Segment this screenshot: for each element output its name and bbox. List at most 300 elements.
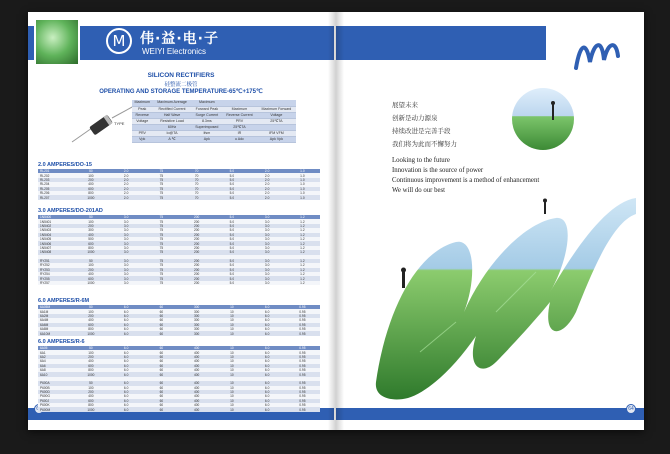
table-cell: 0.95 (285, 359, 320, 363)
table-cell: 10 (214, 323, 249, 327)
table-cell: 200 (179, 281, 214, 285)
table-cell: 200 (179, 224, 214, 228)
table-cell: 2.0 (109, 191, 144, 195)
table-cell: 1.0 (285, 173, 320, 177)
table-cell: RL204 (38, 182, 73, 186)
table-cell: 300 (179, 318, 214, 322)
table-cell: 75 (144, 281, 179, 285)
table-cell: 1.0 (285, 187, 320, 191)
table-cell: 60 (144, 372, 179, 376)
table-cell: P600G (38, 394, 73, 398)
table-cell: 400 (73, 359, 108, 363)
spec-cell: Maximum (192, 100, 223, 106)
table-cell: 0.95 (285, 323, 320, 327)
table-cell: 6.0 (250, 327, 285, 331)
table-cell: 6A6M (38, 323, 73, 327)
table-row (38, 281, 320, 285)
slogan-en-4: We will do our best (392, 187, 446, 194)
table-cell: 6.0 (109, 407, 144, 411)
spec-header-table (132, 100, 296, 143)
table-cell: 6.0 (250, 318, 285, 322)
table-cell: 10 (214, 305, 249, 309)
table-cell: 3.0 (250, 276, 285, 280)
table-cell: 1.0 (285, 195, 320, 199)
table-cell: 10 (214, 368, 249, 372)
table-cell: 6.0 (250, 394, 285, 398)
spec-cell: IFM VFM (257, 130, 296, 136)
table-cell: 10 (214, 386, 249, 390)
table-cell: 100 (73, 219, 108, 223)
table-cell: 3.0 (250, 228, 285, 232)
table-cell: 60 (144, 350, 179, 354)
table-cell: 200 (179, 250, 214, 254)
table-cell: 60 (144, 390, 179, 394)
table-cell: 400 (73, 394, 108, 398)
section-table (38, 346, 320, 412)
table-cell: 75 (144, 246, 179, 250)
table-cell: 3.0 (109, 215, 144, 219)
slogan-cn-4: 我们将为此而不懈努力 (392, 140, 457, 148)
table-cell: P600M (38, 407, 73, 411)
table-cell: 1.2 (285, 237, 320, 241)
table-cell: 3.0 (250, 233, 285, 237)
table-cell: 0.95 (285, 364, 320, 368)
table-cell: 5.0 (214, 241, 249, 245)
table-cell: 60 (144, 399, 179, 403)
table-cell: 200 (179, 241, 214, 245)
table-cell: 3.0 (250, 224, 285, 228)
table-cell: 1000 (73, 372, 108, 376)
table-cell: 6.0 (109, 350, 144, 354)
table-cell: 10 (214, 327, 249, 331)
table-cell: 5.0 (214, 182, 249, 186)
table-cell: 200 (179, 276, 214, 280)
table-cell: 10 (214, 394, 249, 398)
table-cell: 1.2 (285, 268, 320, 272)
table-cell: 200 (179, 272, 214, 276)
spec-cell: Peak (132, 106, 153, 112)
table-cell: 70 (179, 169, 214, 173)
table-cell: 400 (73, 233, 108, 237)
table-cell: 100 (73, 263, 108, 267)
table-cell: 75 (144, 178, 179, 182)
page-title-cn: 硅整流二极管 (164, 82, 198, 88)
table-cell: 200 (73, 178, 108, 182)
table-cell: 3.0 (250, 241, 285, 245)
table-cell: 10 (214, 355, 249, 359)
spec-cell: Rectified Current (153, 106, 192, 112)
spec-cell: 8.3ms (192, 118, 223, 124)
table-cell: 200 (73, 314, 108, 318)
table-cell: 100 (73, 309, 108, 313)
table-cell: 60 (144, 368, 179, 372)
table-cell: 3.0 (109, 219, 144, 223)
slogan-cn-1: 展望未来 (392, 101, 418, 109)
spec-cell: u Adc (222, 136, 257, 142)
footer-band-right (336, 408, 644, 420)
table-cell: 6.0 (109, 331, 144, 335)
table-cell: 800 (73, 327, 108, 331)
table-cell: 75 (144, 169, 179, 173)
table-cell: 6.0 (109, 381, 144, 385)
table-cell: 6.0 (250, 364, 285, 368)
table-cell: 1N5402 (38, 224, 73, 228)
spec-cell: Superimposed (192, 124, 223, 130)
table-cell: 3.0 (109, 250, 144, 254)
table-cell: 10 (214, 309, 249, 313)
table-cell: 6.0 (109, 394, 144, 398)
spec-cell: Half Wave (153, 112, 192, 118)
table-cell: 60 (144, 309, 179, 313)
table-cell: 3.0 (250, 250, 285, 254)
table-cell: 0.95 (285, 394, 320, 398)
page-number-right: 64 (626, 404, 636, 414)
table-cell: 70 (179, 173, 214, 177)
slogan-cn-3: 持续改进是完善手段 (392, 127, 451, 135)
table-cell: 200 (179, 268, 214, 272)
brand-logo (82, 18, 262, 66)
table-cell: 200 (179, 246, 214, 250)
table-cell: 0.95 (285, 372, 320, 376)
table-cell: 1.0 (285, 169, 320, 173)
table-cell: 3.0 (109, 233, 144, 237)
section-title: 6.0 AMPERES/R-6M (38, 298, 90, 304)
table-cell: 200 (179, 263, 214, 267)
table-cell: 300 (179, 323, 214, 327)
table-cell: 6.0 (109, 399, 144, 403)
table-cell: 300 (73, 228, 108, 232)
table-cell: 3.0 (109, 237, 144, 241)
section-title: 3.0 AMPERES/DO-201AD (38, 208, 103, 214)
table-cell: 3.0 (250, 268, 285, 272)
table-cell: 400 (179, 386, 214, 390)
table-cell: 5.0 (214, 268, 249, 272)
table-cell: 400 (179, 399, 214, 403)
table-cell: 6A1 (38, 350, 73, 354)
brand-mark-large-icon (572, 34, 622, 74)
table-cell: 60 (144, 359, 179, 363)
table-cell: 10 (214, 314, 249, 318)
table-cell: 600 (73, 241, 108, 245)
table-cell: 6.0 (109, 364, 144, 368)
table-cell: 6.0 (250, 350, 285, 354)
table-cell: 1.2 (285, 215, 320, 219)
table-cell: P600B (38, 386, 73, 390)
table-cell: 75 (144, 187, 179, 191)
brand-cn-name: 伟·益·电·子 (140, 31, 219, 47)
table-cell: 60 (144, 364, 179, 368)
table-cell: 6.0 (109, 355, 144, 359)
table-cell: 2.0 (109, 169, 144, 173)
table-cell: 800 (73, 191, 108, 195)
table-cell: 400 (179, 359, 214, 363)
table-cell: 75 (144, 219, 179, 223)
table-cell: 75 (144, 182, 179, 186)
table-cell: 6A8M (38, 327, 73, 331)
page-subtitle: OPERATING AND STORAGE TEMPERATURE-65℃+175℃ (99, 89, 263, 95)
table-cell: 2.0 (109, 178, 144, 182)
table-cell: 3.0 (109, 276, 144, 280)
table-cell: 6.0 (109, 305, 144, 309)
table-cell: 0.95 (285, 381, 320, 385)
table-cell: 1.2 (285, 272, 320, 276)
table-cell: 60 (144, 403, 179, 407)
table-cell: 6A8 (38, 368, 73, 372)
table-cell: 6.0 (109, 314, 144, 318)
table-cell: 2.0 (109, 187, 144, 191)
table-cell: 50 (73, 259, 108, 263)
table-cell: 6A4M (38, 318, 73, 322)
table-cell: 3.0 (109, 259, 144, 263)
table-cell: RY252 (38, 263, 73, 267)
table-cell: 75 (144, 259, 179, 263)
section-table (38, 305, 320, 336)
table-cell: 0.95 (285, 399, 320, 403)
table-cell: 6.0 (109, 318, 144, 322)
table-cell: 6.0 (250, 390, 285, 394)
table-cell: 75 (144, 250, 179, 254)
table-cell: 60 (144, 323, 179, 327)
table-cell: 70 (179, 195, 214, 199)
table-cell: 200 (73, 355, 108, 359)
table-cell: 3.0 (109, 241, 144, 245)
spec-cell: Apk Vpk (257, 136, 296, 142)
table-cell: 0.95 (285, 355, 320, 359)
table-cell: 600 (73, 323, 108, 327)
table-cell: 3.0 (109, 224, 144, 228)
table-cell: 6.0 (109, 309, 144, 313)
table-cell: 70 (179, 187, 214, 191)
table-cell: 300 (179, 309, 214, 313)
table-cell: 1.0 (285, 191, 320, 195)
swoosh-graphic (336, 162, 644, 402)
spec-cell: Ifsm (192, 130, 223, 136)
table-cell: 200 (73, 224, 108, 228)
table-cell: 6.0 (109, 327, 144, 331)
table-cell: 60 (144, 331, 179, 335)
table-cell: 1.2 (285, 259, 320, 263)
table-cell: P600J (38, 399, 73, 403)
table-row (38, 407, 320, 411)
table-cell: 0.95 (285, 390, 320, 394)
table-cell: 800 (73, 403, 108, 407)
section-table (38, 169, 320, 200)
table-cell: 75 (144, 195, 179, 199)
table-cell: 1.2 (285, 219, 320, 223)
table-cell: RY257 (38, 281, 73, 285)
table-cell: 5.0 (214, 259, 249, 263)
table-cell: 3.0 (250, 272, 285, 276)
table-cell: 200 (73, 390, 108, 394)
section-table (38, 215, 320, 285)
table-cell: 6.0 (250, 368, 285, 372)
table-row (38, 331, 320, 335)
table-cell: 6A1M (38, 309, 73, 313)
spec-cell: Voltage (257, 112, 296, 118)
table-cell: 0.95 (285, 368, 320, 372)
table-cell: 5.0 (214, 281, 249, 285)
table-cell: 2.0 (250, 195, 285, 199)
table-cell: 2.0 (109, 195, 144, 199)
table-cell: 1.2 (285, 233, 320, 237)
table-cell: 1N5408 (38, 250, 73, 254)
slogan-en-2: Innovation is the source of power (392, 167, 484, 174)
table-cell: 2.0 (250, 191, 285, 195)
table-cell: 100 (73, 173, 108, 177)
table-cell: 50 (73, 381, 108, 385)
table-cell: 75 (144, 241, 179, 245)
table-cell: 5.0 (214, 187, 249, 191)
table-cell: 70 (179, 182, 214, 186)
slogan-en-3: Continuous improvement is a method of enhancement (392, 177, 540, 184)
table-cell: 6.0 (250, 359, 285, 363)
table-cell: 600 (73, 187, 108, 191)
table-cell: 10 (214, 331, 249, 335)
table-cell: 3.0 (109, 272, 144, 276)
spec-cell: Maximum Forward (257, 106, 296, 112)
table-cell: 6.0 (250, 346, 285, 350)
table-cell: 200 (179, 215, 214, 219)
table-cell: 75 (144, 215, 179, 219)
table-cell: 400 (179, 350, 214, 354)
table-cell: 6A2 (38, 355, 73, 359)
table-cell: P600D (38, 390, 73, 394)
left-page (28, 12, 334, 430)
table-cell: 60 (144, 327, 179, 331)
table-cell: 0.95 (285, 386, 320, 390)
spec-cell: Forward Peak (192, 106, 223, 112)
table-cell: 5.0 (214, 237, 249, 241)
table-cell: 200 (179, 228, 214, 232)
table-cell: 1.2 (285, 276, 320, 280)
table-cell: 0.95 (285, 309, 320, 313)
table-cell: 3.0 (109, 263, 144, 267)
table-cell: 0.95 (285, 327, 320, 331)
table-cell: 6A6 (38, 364, 73, 368)
diode-icon (68, 102, 138, 148)
table-cell: 5.0 (214, 272, 249, 276)
table-cell: 10 (214, 372, 249, 376)
table-cell: 1000 (73, 281, 108, 285)
table-cell: 5.0 (214, 178, 249, 182)
table-cell: 200 (179, 233, 214, 237)
table-cell: 3.0 (250, 263, 285, 267)
table-cell: 6A4 (38, 359, 73, 363)
table-cell: P600K (38, 403, 73, 407)
slogan-cn-2: 创新是动力源泉 (392, 114, 438, 122)
section-title: 6.0 AMPERES/R-6 (38, 339, 85, 345)
spec-cell: 25℃TA (257, 118, 296, 124)
table-cell: 0.95 (285, 331, 320, 335)
table-cell: 75 (144, 272, 179, 276)
table-cell: 6.0 (109, 359, 144, 363)
table-cell: 400 (179, 390, 214, 394)
table-cell: 1.2 (285, 246, 320, 250)
table-cell: 600 (73, 399, 108, 403)
spec-cell: Maximum Average (153, 100, 192, 106)
table-cell: 50 (73, 215, 108, 219)
table-cell: 0.95 (285, 407, 320, 411)
table-cell: 6.0 (250, 399, 285, 403)
table-cell: 6.0 (250, 381, 285, 385)
table-cell: 2.0 (250, 182, 285, 186)
table-cell: 6.0 (250, 407, 285, 411)
table-cell: 5.0 (214, 169, 249, 173)
table-cell: 1.2 (285, 228, 320, 232)
table-cell: 10 (214, 381, 249, 385)
table-cell: 10 (214, 390, 249, 394)
table-cell: 400 (179, 381, 214, 385)
table-cell: 60 (144, 381, 179, 385)
table-cell: 10 (214, 403, 249, 407)
table-cell: 5.0 (214, 215, 249, 219)
table-cell: 3.0 (109, 281, 144, 285)
table-cell: 1N5406 (38, 241, 73, 245)
table-cell: 400 (179, 394, 214, 398)
table-cell: 400 (179, 364, 214, 368)
table-cell: 60 (144, 386, 179, 390)
table-cell: 400 (179, 355, 214, 359)
spec-cell: 60Hz (153, 124, 192, 130)
table-cell: RL206 (38, 191, 73, 195)
brand-mark-icon: M (106, 28, 132, 54)
table-cell: 800 (73, 246, 108, 250)
table-cell: 10 (214, 399, 249, 403)
spec-row (132, 136, 296, 142)
table-cell: 100 (73, 386, 108, 390)
header-band-right (336, 26, 546, 60)
table-cell: 10 (214, 350, 249, 354)
table-cell: 60 (144, 305, 179, 309)
table-cell: 1.2 (285, 250, 320, 254)
table-cell: 2.0 (250, 173, 285, 177)
table-cell: 50 (73, 169, 108, 173)
spec-cell: PRV (222, 118, 257, 124)
table-cell: 50 (73, 346, 108, 350)
table-cell: RY255 (38, 276, 73, 280)
table-cell: 6A05 (38, 346, 73, 350)
spec-cell: 25℃TA (222, 124, 257, 130)
table-cell: 75 (144, 173, 179, 177)
table-cell: 6.0 (250, 305, 285, 309)
spec-cell: Vpk (132, 136, 153, 142)
table-cell: 300 (179, 305, 214, 309)
table-cell: 0.95 (285, 305, 320, 309)
table-cell: 5.0 (214, 219, 249, 223)
table-cell: 60 (144, 318, 179, 322)
table-cell: 600 (73, 364, 108, 368)
table-cell: 100 (73, 350, 108, 354)
table-cell: RL207 (38, 195, 73, 199)
table-cell: 1.2 (285, 263, 320, 267)
table-cell: 3.0 (109, 228, 144, 232)
spec-cell: Reverse Current (222, 112, 257, 118)
table-cell: RY254 (38, 272, 73, 276)
table-cell: 300 (179, 327, 214, 331)
gutter-shadow (328, 12, 344, 430)
table-cell: 6.0 (109, 386, 144, 390)
table-cell: 1N5404 (38, 233, 73, 237)
table-cell: RL202 (38, 173, 73, 177)
table-cell: 10 (214, 318, 249, 322)
table-cell: 400 (179, 403, 214, 407)
table-cell: 1N5400 (38, 215, 73, 219)
table-cell: 75 (144, 228, 179, 232)
spec-cell: Reverse (132, 112, 153, 118)
table-cell: 10 (214, 364, 249, 368)
section-title: 2.0 AMPERES/DO-15 (38, 162, 92, 168)
table-cell: 0.95 (285, 403, 320, 407)
